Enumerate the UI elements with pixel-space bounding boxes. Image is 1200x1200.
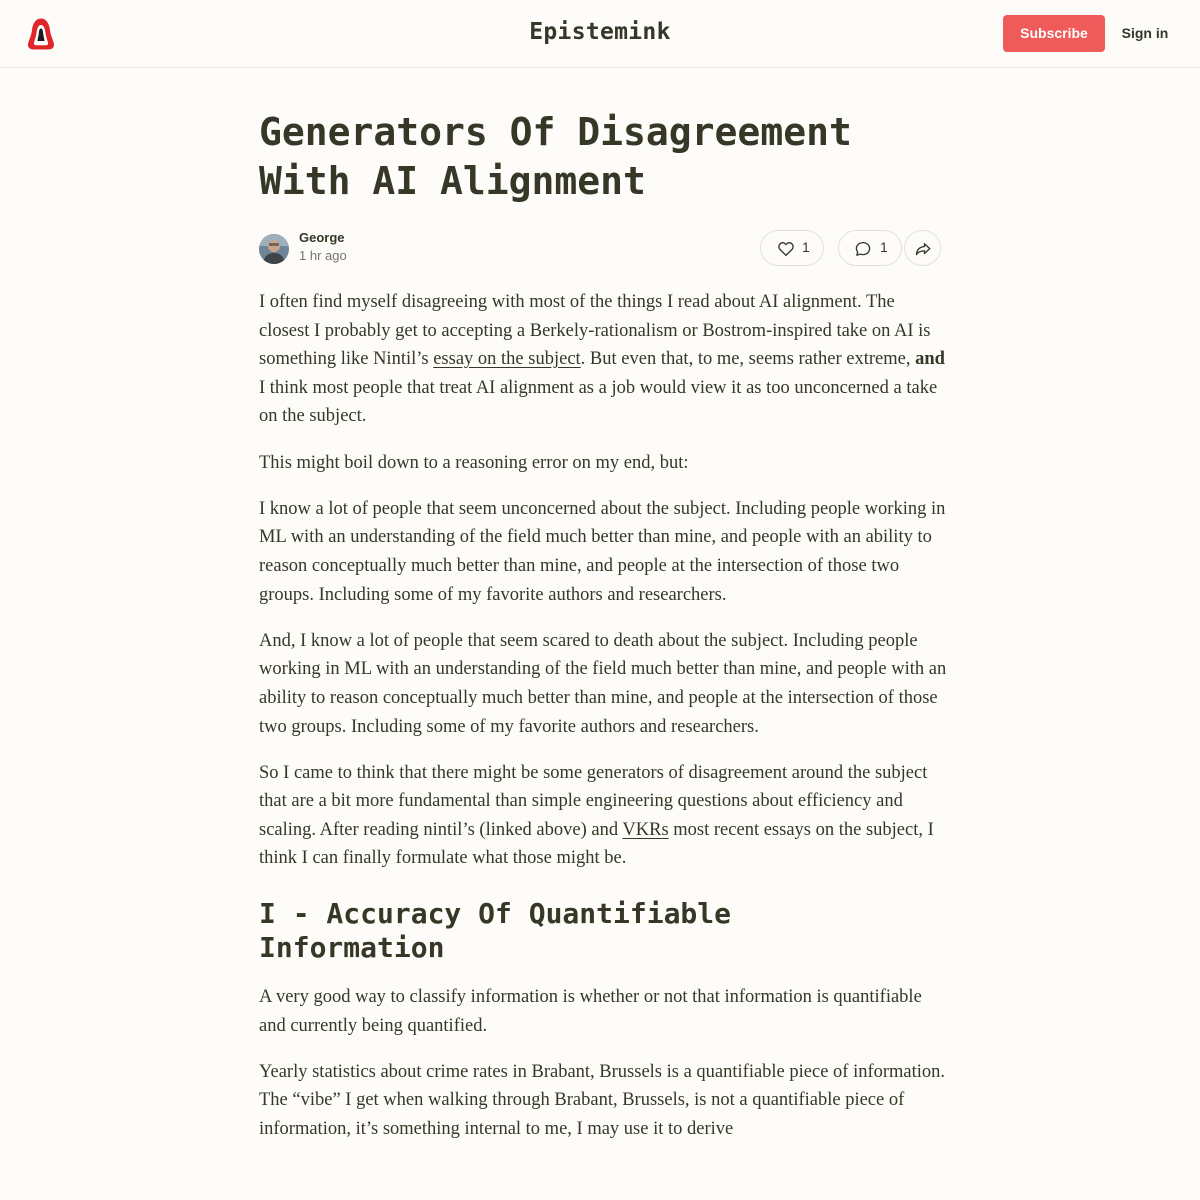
section-heading: I - Accuracy Of Quantifiable Information xyxy=(259,897,732,965)
share-button[interactable] xyxy=(904,230,941,266)
paragraph: This might boil down to a reasoning error on my end, but: xyxy=(259,452,689,473)
post-byline xyxy=(259,230,941,280)
comment-icon xyxy=(854,240,872,258)
post-title: Generators Of Disagreement With AI Alignment xyxy=(259,110,852,203)
paragraph: I know a lot of people that seem unconcerned about the subject. Including people working in ML with an understanding of the field much better than mine, and people with an ability to reason conceptually much better than mine, and people at the intersection of those two groups. Including some of my favorite authors and researchers. xyxy=(259,498,946,605)
like-count: 1 xyxy=(802,239,810,255)
paragraph: I often find myself disagreeing with most of the things I read about AI alignment. The closest I probably get to accepting a Berkely-rationalism or Bostrom-inspired take on AI is something like Nintil’s essay on the subject. But even that, to me, seems rather extreme, and I think most people that treat AI alignment as a job would view it as too unconcerned a take on the subject. xyxy=(259,292,945,427)
post-body xyxy=(259,288,949,1144)
vkrs-link[interactable]: VKRs xyxy=(622,819,669,840)
post-date: 1 hr ago xyxy=(299,248,347,263)
article xyxy=(259,108,949,1161)
comment-count: 1 xyxy=(880,239,888,255)
site-title[interactable]: Epistemink xyxy=(529,19,671,45)
paragraph: A very good way to classify information is whether or not that information is quantifiable and currently being quantified. xyxy=(259,987,922,1036)
top-navigation-bar xyxy=(0,0,1200,68)
sign-in-link[interactable]: Sign in xyxy=(1121,25,1169,41)
author-avatar[interactable] xyxy=(259,234,289,264)
author-name[interactable]: George xyxy=(299,230,345,245)
heart-icon xyxy=(777,240,795,258)
paragraph: So I came to think that there might be some generators of disagreement around the subject that are a bit more fundamental than simple engineering questions about efficiency and scaling. After reading nintil’s (linked above) and VKRs most recent essays on the subject, I think I can finally formulate what those might be. xyxy=(259,762,934,869)
subscribe-button[interactable]: Subscribe xyxy=(1003,15,1105,52)
paragraph: Yearly statistics about crime rates in Brabant, Brussels is a quantifiable piece of information. The “vibe” I get when walking through Brabant, Brussels, is not a quantifiable piece of information, it’s something internal to me, I may use it to derive xyxy=(259,1061,946,1140)
share-icon xyxy=(914,240,932,258)
comment-button[interactable] xyxy=(838,230,902,266)
like-button[interactable] xyxy=(760,230,824,266)
essay-link[interactable]: essay on the subject xyxy=(433,349,581,370)
paragraph: And, I know a lot of people that seem scared to death about the subject. Including people working in ML with an understanding of the field much better than mine, and people with an ability to reason conceptually much better than mine, and people at the intersection of those two groups. Including some of my favorite authors and researchers. xyxy=(259,630,947,737)
